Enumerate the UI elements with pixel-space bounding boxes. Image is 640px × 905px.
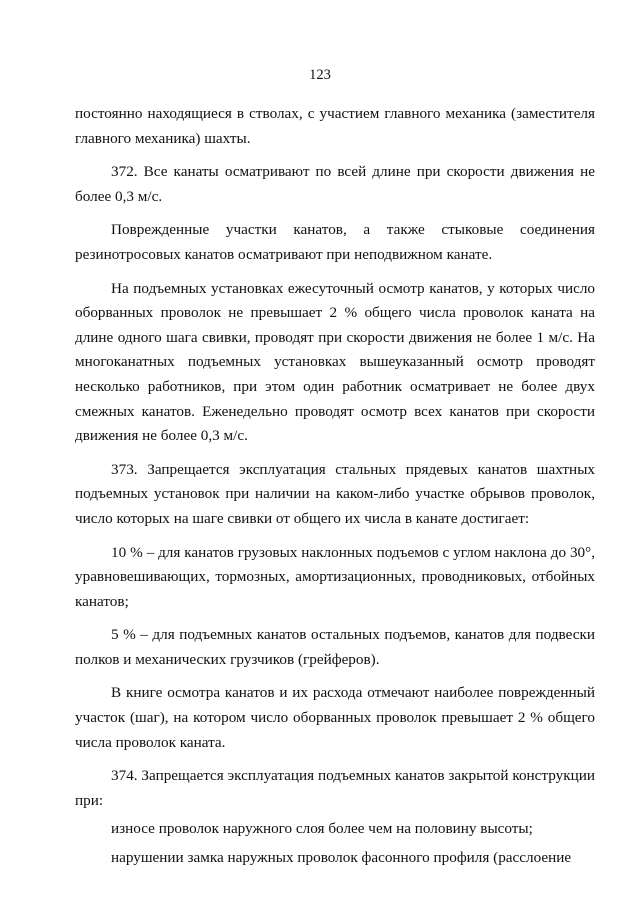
paragraph-inspection-book: В книге осмотра канатов и их расхода отмечают наиболее поврежденный участок (шаг), на котором число оборванных проволок превышает 2 % общего числа проволок каната. bbox=[75, 684, 595, 751]
paragraph-10-percent: 10 % – для канатов грузовых наклонных подъемов с углом наклона до 30°, уравновешивающих, тормозных, амортизационных, проводниковых, отбойных канатов; bbox=[75, 543, 595, 610]
body-text bbox=[75, 102, 595, 875]
paragraph-continuation: постоянно находящиеся в стволах, с участием главного механика (заместителя главного механика) шахты. bbox=[75, 105, 595, 147]
paragraph-damaged-sections: Поврежденные участки канатов, а также стыковые соединения резинотросовых канатов осматривают при неподвижном канате. bbox=[75, 221, 595, 263]
paragraph-372: 372. Все канаты осматривают по всей длине при скорости движения не более 0,3 м/с. bbox=[75, 163, 595, 205]
paragraph-daily-inspection: На подъемных установках ежесуточный осмотр канатов, у которых число оборванных проволок не превышает 2 % общего числа проволок каната на длине одного шага свивки, проводят при скорости движения не более 1 м/с. На многоканатных подъемных установках вышеуказанный осмотр проводят несколько работников, при этом один работник осматривает не более двух смежных канатов. Еженедельно проводят осмотр всех канатов при скорости движения не более 0,3 м/с. bbox=[75, 279, 595, 445]
paragraph-5-percent: 5 % – для подъемных канатов остальных подъемов, канатов для подвески полков и механических грузчиков (грейферов). bbox=[75, 626, 595, 668]
paragraph-373: 373. Запрещается эксплуатация стальных прядевых канатов шахтных подъемных установок при наличии на каком-либо участке обрывов проволок, число которых на шаге свивки от общего их числа в канате достигает: bbox=[75, 460, 595, 527]
paragraph-lock-violation: нарушении замка наружных проволок фасонного профиля (расслоение bbox=[111, 849, 572, 867]
paragraph-374: 374. Запрещается эксплуатация подъемных канатов закрытой конструкции при: bbox=[75, 767, 595, 809]
paragraph-wear: износе проволок наружного слоя более чем на половину высоты; bbox=[111, 820, 533, 838]
page-number: 123 bbox=[309, 67, 331, 83]
